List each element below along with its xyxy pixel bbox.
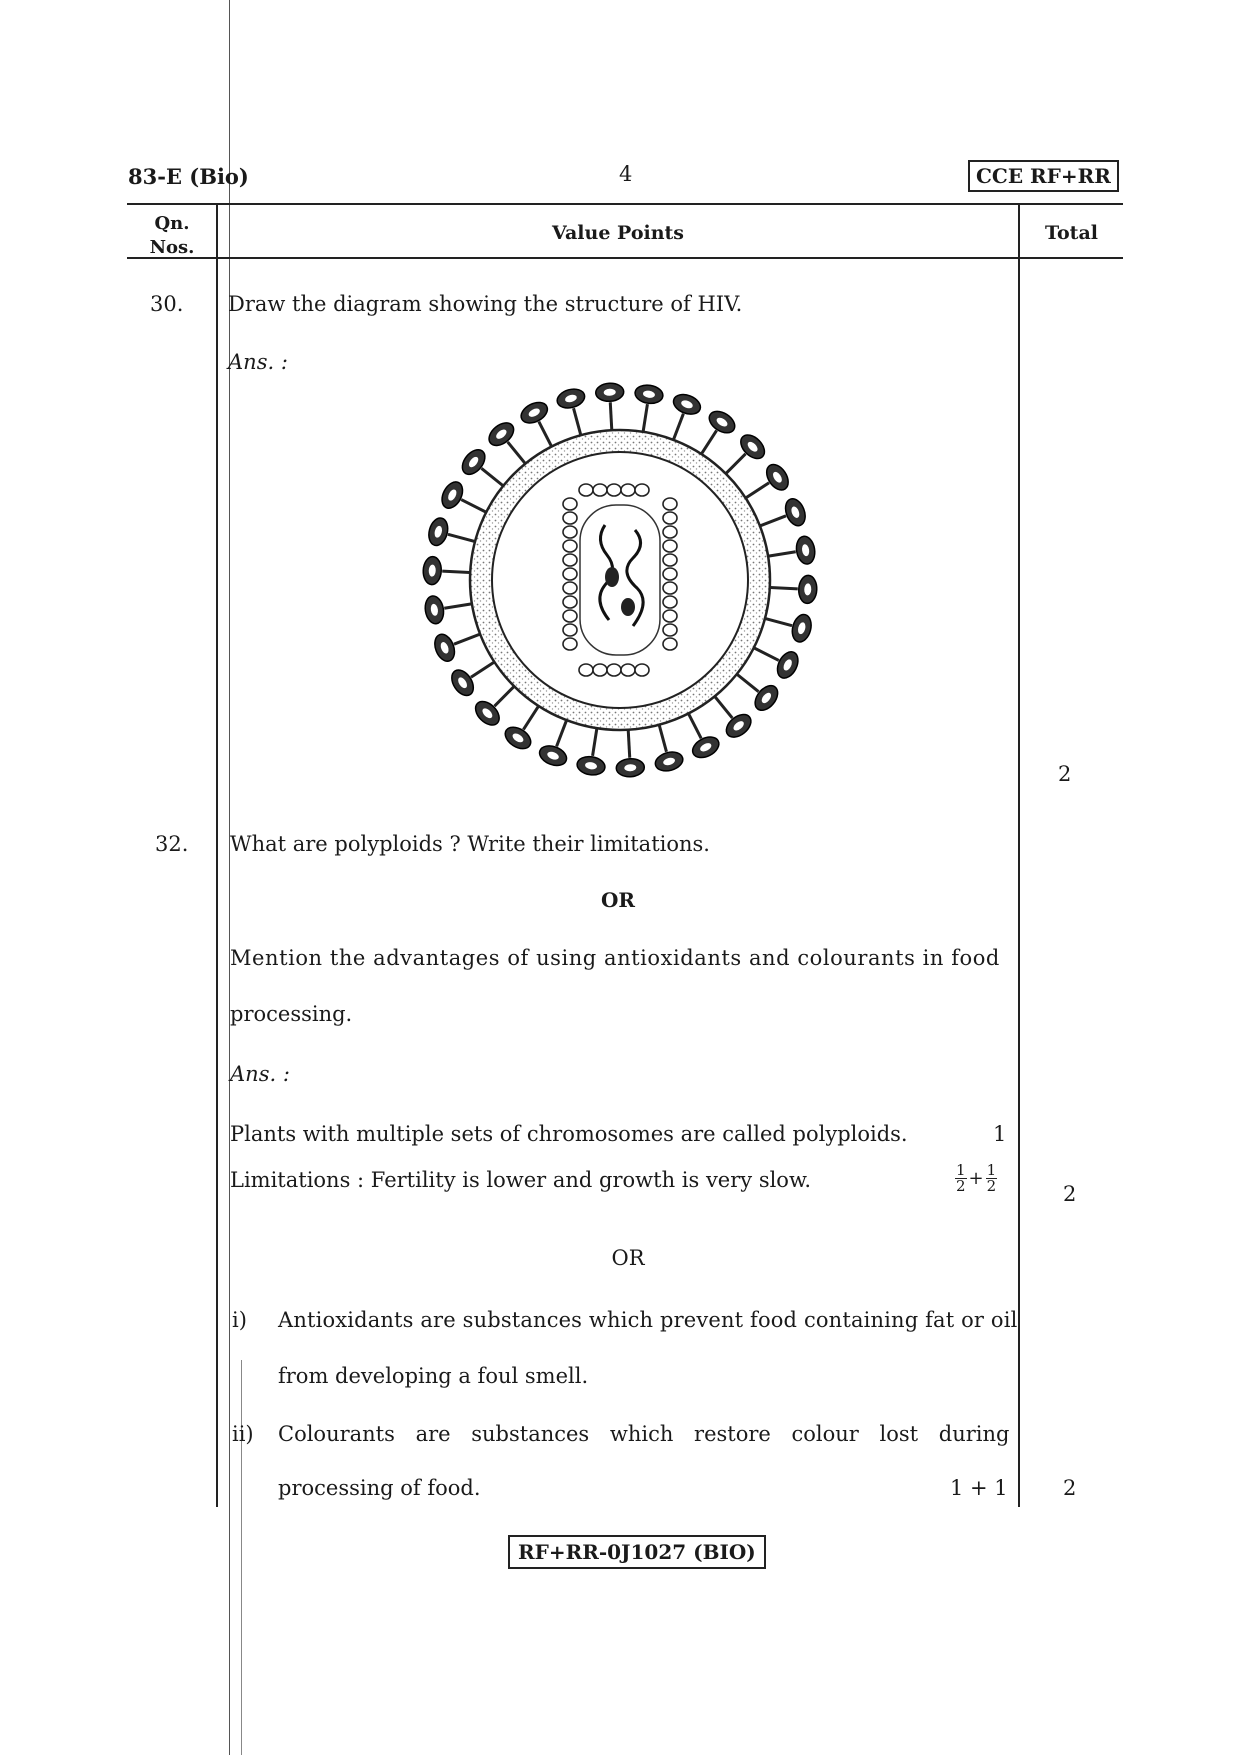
spike-stalk xyxy=(448,534,477,542)
spike-stalk xyxy=(724,454,745,475)
spike-stalk xyxy=(539,422,553,449)
page-number: 4 xyxy=(619,162,633,186)
fraction-plus: + xyxy=(968,1168,984,1189)
capsid-bead xyxy=(593,484,607,496)
capsid-bead xyxy=(563,540,577,552)
spike-stalk xyxy=(673,414,684,442)
question-30-total: 2 xyxy=(1058,762,1072,786)
capsid-bead xyxy=(663,596,677,608)
capsid-bead xyxy=(663,568,677,580)
capsid-bead xyxy=(663,582,677,594)
capsid-bead xyxy=(563,638,577,650)
capsid-bead xyxy=(663,526,677,538)
value-points-header: Value Points xyxy=(552,222,684,244)
answer-32-line2: Limitations : Fertility is lower and growth is very slow. xyxy=(230,1168,812,1192)
spike-stalk xyxy=(744,483,769,499)
capsid-bead xyxy=(563,624,577,636)
question-32-text: What are polyploids ? Write their limitations. xyxy=(230,832,710,856)
spike-stalk xyxy=(593,726,598,756)
header-code: 83-E (Bio) xyxy=(128,164,249,189)
qn-header-line2: Nos. xyxy=(149,237,195,258)
question-32-alt-line1: Mention the advantages of using antioxidants and colourants in food xyxy=(230,946,1000,970)
qn-header xyxy=(128,212,216,260)
question-30-ans-label: Ans. : xyxy=(228,350,288,374)
or-plain: OR xyxy=(611,1246,645,1270)
spike-stalk xyxy=(574,408,582,437)
item-i-marker: i) xyxy=(232,1308,247,1332)
spike-stalk xyxy=(523,704,539,729)
capsid-bead xyxy=(663,540,677,552)
half-fraction-1: $\frac{1}{2}$ xyxy=(956,1161,966,1195)
spike-stalk xyxy=(557,718,568,746)
column-divider-right xyxy=(1018,205,1020,1507)
question-30-text: Draw the diagram showing the structure of HIV. xyxy=(228,292,743,316)
spike-stalk xyxy=(481,468,504,487)
footer-code: RF+RR-0J1027 (BIO) xyxy=(508,1535,766,1569)
scan-vertical-line xyxy=(229,0,230,1755)
half-fraction-2: $\frac{1}{2}$ xyxy=(986,1161,997,1195)
spike-stalk xyxy=(659,723,667,752)
answer-32-line1-marks: 1 xyxy=(993,1122,1007,1146)
question-number-30: 30. xyxy=(150,292,184,316)
item-ii-line1: Colourants are substances which restore colour lost during xyxy=(278,1422,1010,1446)
spike-stalk xyxy=(610,402,612,432)
question-number-32: 32. xyxy=(155,832,189,856)
question-32-total-2: 2 xyxy=(1063,1476,1077,1500)
qn-header-line1: Qn. xyxy=(154,213,190,234)
question-32-total-1: 2 xyxy=(1063,1182,1077,1206)
capsid-bead xyxy=(563,498,577,510)
reverse-transcriptase-2 xyxy=(621,598,635,616)
capsid-bead xyxy=(563,554,577,566)
hiv-diagram xyxy=(410,375,830,785)
capsid-bead xyxy=(579,664,593,676)
spike-stalk xyxy=(494,685,515,706)
spike-stalk xyxy=(442,571,472,572)
spike-stalk xyxy=(471,661,496,677)
reverse-transcriptase-1 xyxy=(605,567,619,587)
capsid-bead xyxy=(621,484,635,496)
item-ii-marker: ii) xyxy=(232,1422,254,1446)
spike-stalk xyxy=(643,404,648,434)
hiv-structure-illustration xyxy=(410,375,830,785)
spike-stalk xyxy=(735,673,758,692)
capsid-inner xyxy=(580,505,660,655)
capsid-bead xyxy=(635,484,649,496)
total-header: Total xyxy=(1045,222,1098,244)
capsid-bead xyxy=(663,512,677,524)
spike-stalk xyxy=(752,647,779,661)
spike-stalk xyxy=(628,728,630,758)
series-badge: CCE RF+RR xyxy=(968,160,1119,192)
answer-32-line1: Plants with multiple sets of chromosomes are called polyploids. xyxy=(230,1122,908,1146)
capsid-bead xyxy=(663,554,677,566)
capsid-bead xyxy=(663,610,677,622)
capsid-bead xyxy=(607,484,621,496)
spike-stalk xyxy=(768,587,798,588)
spike-stalk xyxy=(766,552,796,557)
spike-stalk xyxy=(713,695,732,718)
question-32-ans-label: Ans. : xyxy=(230,1062,290,1086)
or-bold: OR xyxy=(600,888,636,912)
table-top-rule xyxy=(127,203,1123,205)
spike-stalk xyxy=(461,500,488,514)
capsid-bead xyxy=(621,664,635,676)
capsid-bead xyxy=(663,624,677,636)
spike-stalk xyxy=(763,618,792,626)
spike-stalk xyxy=(508,442,527,465)
spike-stalk xyxy=(444,603,474,608)
table-header-rule xyxy=(127,257,1123,259)
item-i-line1: Antioxidants are substances which prevent food containing fat or oil xyxy=(278,1308,1018,1332)
items-marks: 1 + 1 xyxy=(950,1476,1008,1500)
column-divider-left xyxy=(216,205,218,1507)
capsid-bead xyxy=(563,526,577,538)
capsid-bead xyxy=(563,610,577,622)
answer-32-line2-marks xyxy=(955,1163,997,1194)
spike-stalk xyxy=(700,430,716,455)
capsid-bead xyxy=(663,638,677,650)
capsid-bead xyxy=(579,484,593,496)
capsid-bead xyxy=(563,568,577,580)
item-ii-line2: processing of food. xyxy=(278,1476,481,1500)
capsid-bead xyxy=(563,512,577,524)
capsid-bead xyxy=(635,664,649,676)
capsid-bead xyxy=(593,664,607,676)
capsid-bead xyxy=(563,596,577,608)
item-i-line2: from developing a foul smell. xyxy=(278,1364,589,1388)
capsid-bead xyxy=(607,664,621,676)
question-32-alt-line2: processing. xyxy=(230,1002,353,1026)
capsid-bead xyxy=(563,582,577,594)
spike-stalk xyxy=(688,712,702,739)
spike-stalk xyxy=(454,633,482,644)
spike-stalk xyxy=(758,516,786,527)
scan-vertical-line-2 xyxy=(241,1360,242,1755)
capsid-bead xyxy=(663,498,677,510)
